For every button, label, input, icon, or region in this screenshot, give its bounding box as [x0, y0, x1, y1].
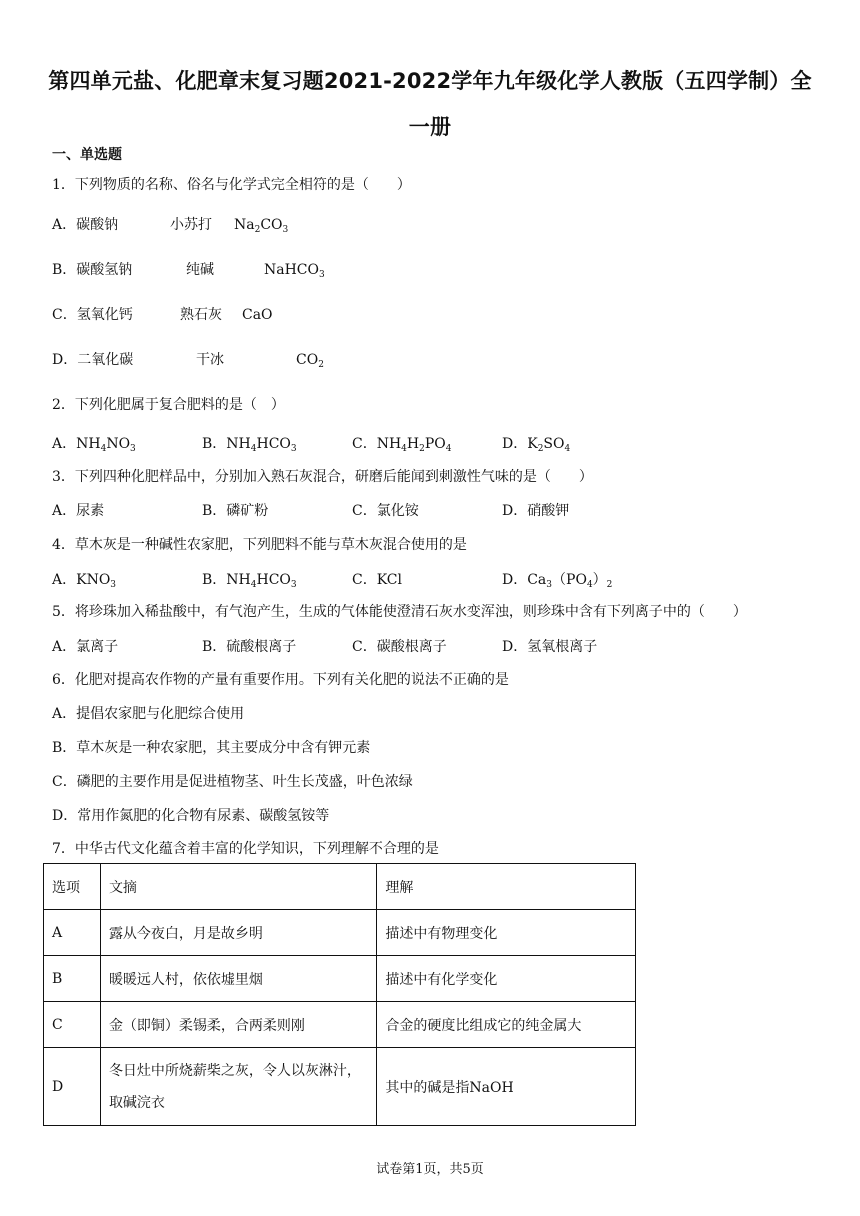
q1-a-alias: 小苏打	[170, 217, 212, 233]
table-cell-note: 描述中有化学变化	[377, 956, 636, 1002]
q5-option-c: C．碳酸根离子	[352, 639, 447, 655]
table-cell-option: A	[44, 910, 101, 956]
q4-option-d: D．$Ca_3(PO_4)_2$	[502, 572, 613, 590]
q7-table	[43, 863, 636, 1126]
q1-d-formula: $CO_2$	[296, 352, 324, 370]
title-line-1: 第四单元盐、化肥章末复习题2021-2022学年九年级化学人教版（五四学制）全	[48, 69, 812, 93]
q6-option-d: D．常用作氮肥的化合物有尿素、碳酸氢铵等	[52, 808, 330, 824]
q1-stem: 1．下列物质的名称、俗名与化学式完全相符的是（ ）	[52, 177, 411, 193]
q1-d-alias: 干冰	[196, 352, 224, 368]
q2-stem: 2．下列化肥属于复合肥料的是（ ）	[52, 397, 285, 413]
table-cell-text: 暖暖远人村，依依墟里烟	[100, 956, 376, 1002]
q7-stem: 7．中华古代文化蕴含着丰富的化学知识，下列理解不合理的是	[52, 841, 439, 857]
q1-a-label: A．碳酸钠	[52, 217, 119, 233]
q5-option-d: D．氢氧根离子	[502, 639, 598, 655]
q1-d-label: D．二氧化碳	[52, 352, 134, 368]
table-header-cell: 文摘	[100, 864, 376, 910]
q2-option-b: B．$NH_4HCO_3$	[202, 436, 297, 454]
table-row	[44, 956, 636, 1002]
table-cell-option: D	[44, 1048, 101, 1126]
q4-option-c: C．KCl	[352, 572, 402, 588]
table-cell-text-line: 冬日灶中所烧薪柴之灰，令人以灰淋汁，	[108, 1062, 361, 1079]
q1-a-formula: $Na_2CO_3$	[234, 217, 289, 235]
table-cell-note: 描述中有物理变化	[377, 910, 636, 956]
q3-option-d: D．硝酸钾	[502, 503, 570, 519]
table-cell-text: 金（即铜）柔锡柔，合两柔则刚	[100, 1002, 376, 1048]
table-cell-text-line: 取碱浣衣	[108, 1094, 165, 1111]
q6-option-b: B．草木灰是一种农家肥，其主要成分中含有钾元素	[52, 740, 371, 756]
q1-b-label: B．碳酸氢钠	[52, 262, 133, 278]
q6-stem: 6．化肥对提高农作物的产量有重要作用。下列有关化肥的说法不正确的是	[52, 672, 509, 688]
q3-option-b: B．磷矿粉	[202, 503, 269, 519]
document-title	[40, 58, 820, 150]
q4-stem: 4．草木灰是一种碱性农家肥，下列肥料不能与草木灰混合使用的是	[52, 537, 467, 553]
q1-c-alias: 熟石灰	[180, 307, 222, 323]
q2-option-c: C．$NH_4H_2PO_4$	[352, 436, 452, 454]
table-row	[44, 1048, 636, 1126]
table-cell-option: B	[44, 956, 101, 1002]
table-header-row	[44, 864, 636, 910]
table-header-cell: 选项	[44, 864, 101, 910]
q4-option-b: B．$NH_4HCO_3$	[202, 572, 297, 590]
q3-option-c: C．氯化铵	[352, 503, 419, 519]
q1-c-label: C．氢氧化钙	[52, 307, 133, 323]
q1-b-formula: NaHCO$_3$	[264, 262, 325, 280]
table-header-cell: 理解	[377, 864, 636, 910]
q3-stem: 3．下列四种化肥样品中，分别加入熟石灰混合，研磨后能闻到刺激性气味的是（ ）	[52, 469, 593, 485]
table-cell-text: 露从今夜白，月是故乡明	[100, 910, 376, 956]
table-cell-option: C	[44, 1002, 101, 1048]
table-cell-text	[100, 1048, 376, 1126]
q1-option-c	[52, 304, 273, 324]
section-heading: 一、单选题	[52, 147, 122, 163]
q5-option-b: B．硫酸根离子	[202, 639, 297, 655]
q4-option-a: A．$KNO_3$	[52, 572, 117, 590]
q5-stem: 5．将珍珠加入稀盐酸中，有气泡产生，生成的气体能使澄清石灰水变浑浊，则珍珠中含有下列离子中的（ ）	[52, 604, 747, 620]
q3-option-a: A．尿素	[52, 503, 105, 519]
table-row	[44, 910, 636, 956]
q1-option-d	[52, 349, 324, 370]
q1-option-b	[52, 259, 325, 280]
q1-b-alias: 纯碱	[186, 262, 214, 278]
q6-option-a: A．提倡农家肥与化肥综合使用	[52, 706, 245, 722]
table-row	[44, 1002, 636, 1048]
q2-option-a: A．$NH_4NO_3$	[52, 436, 136, 454]
table-cell-note: 其中的碱是指NaOH	[377, 1048, 636, 1126]
q1-c-formula: CaO	[242, 307, 273, 323]
title-line-2: 一册	[408, 115, 452, 139]
page-footer: 试卷第1页，共5页	[376, 1162, 484, 1177]
q2-option-d: D．$K_2SO_4$	[502, 436, 571, 454]
q6-option-c: C．磷肥的主要作用是促进植物茎、叶生长茂盛，叶色浓绿	[52, 774, 413, 790]
q1-option-a	[52, 214, 288, 235]
table-cell-note: 合金的硬度比组成它的纯金属大	[377, 1002, 636, 1048]
q5-option-a: A．氯离子	[52, 639, 119, 655]
